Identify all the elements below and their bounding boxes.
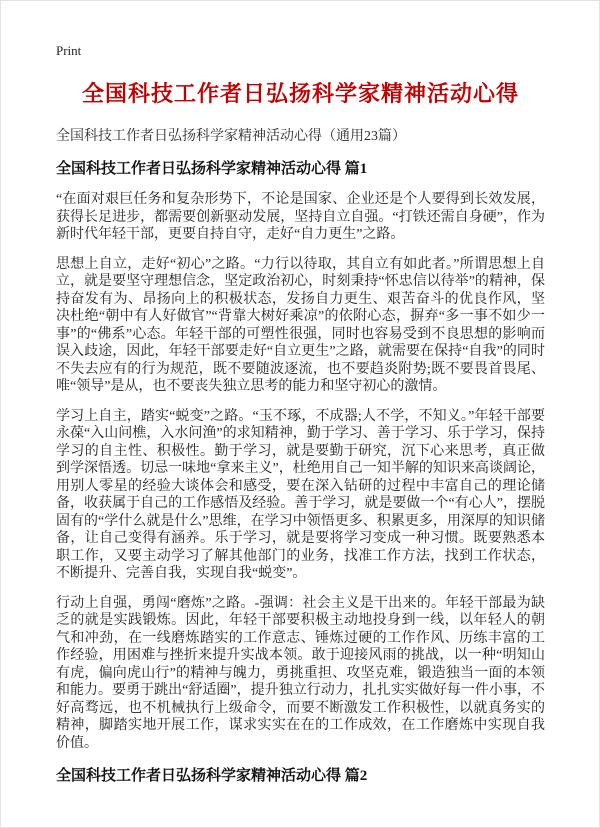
section-heading: 全国科技工作者日弘扬科学家精神活动心得 篇1 xyxy=(56,161,368,178)
document-body xyxy=(56,160,545,786)
page-title: 全国科技工作者日弘扬科学家精神活动心得 xyxy=(81,81,519,106)
section-heading: 全国科技工作者日弘扬科学家精神活动心得 篇2 xyxy=(56,768,368,785)
paragraph: 学习上自主，踏实“蜕变”之路。“玉不琢，不成器;人不学，不知义。”年轻干部要永葆“入山问樵，入水问渔”的求知精神，勤于学习、善于学习、乐于学习，保持学习的自主性、积极性。勤于学习，就是要勤于研究，沉下心来思考，真正做到学深悟透。切忌一味地“拿来主义”，杜绝用自己一知半解的知识来高谈阔论，用别人零星的经验大谈体会和感受，要在深入钻研的过程中丰富自己的理论储备，收获属于自己的工作感悟及经验。善于学习，就是要做一个“有心人”，摆脱固有的“学什么就是什么”思维，在学习中领悟更多、积累更多，用深厚的知识储备，让自己变得有涵养。乐于学习，就是要将学习变成一种习惯。既要熟悉本职工作，又要主动学习了解其他部门的业务，找准工作方法，找到工作状态，不断提升、完善自我，实现自我“蜕变”。 xyxy=(56,408,545,582)
paragraph: 思想上自立，走好“初心”之路。“力行以待取，其自立有如此者。”所谓思想上自立，就是要坚守理想信念，坚定政治初心，时刻秉持“怀忠信以待举”的精神，保持奋发有为、昂扬向上的积极状态，发扬自力更生、艰苦奋斗的优良作风，坚决杜绝“朝中有人好做官”“背靠大树好乘凉”的依附心态，摒弃“多一事不如少一事”的“佛系”心态。年轻干部的可塑性很强，同时也容易受到不良思想的影响而误入歧途，因此，年轻干部要走好“自立更生”之路，就需要在保持“自我”的同时不失去应有的行为规范，既不要随波逐流，也不要趋炎附势;既不要畏首畏尾、唯“领导”是从，也不要丧失独立思考的能力和坚守初心的激情。 xyxy=(56,256,545,395)
doc-subtitle: 全国科技工作者日弘扬科学家精神活动心得（通用23篇） xyxy=(56,129,406,145)
section xyxy=(56,160,545,752)
paragraph: “在面对艰巨任务和复杂形势下，不论是国家、企业还是个人要得到长效发展，获得长足进步，都需要创新驱动发展，坚持自立自强。“打铁还需自身硬”，作为新时代年轻干部，更要自持自守，走好“自力更生”之路。 xyxy=(56,192,545,243)
print-button[interactable]: Print xyxy=(56,43,82,58)
paragraph: 行动上自强，勇闯“磨炼”之路。-强调：社会主义是干出来的。年轻干部最为缺乏的就是实践锻炼。因此，年轻干部要积极主动地投身到一线，以年轻人的朝气和冲劲，在一线磨炼踏实的工作意志、锤炼过硬的工作作风、历练丰富的工作经验，用困难与挫折来提升实战本领。敢于迎接风雨的挑战，以一种“明知山有虎，偏向虎山行”的精神与魄力，勇挑重担、攻坚克难，锻造独当一面的本领和能力。要勇于跳出“舒适圈”，提升独立行动力，扎扎实实做好每一件小事，不好高骛远，也不机械执行上级命令，而要不断激发工作积极性，以就真务实的精神，脚踏实地开展工作，谋求实实在在的工作成效，在工作磨炼中实现自我价值。 xyxy=(56,595,545,751)
section xyxy=(56,767,545,786)
